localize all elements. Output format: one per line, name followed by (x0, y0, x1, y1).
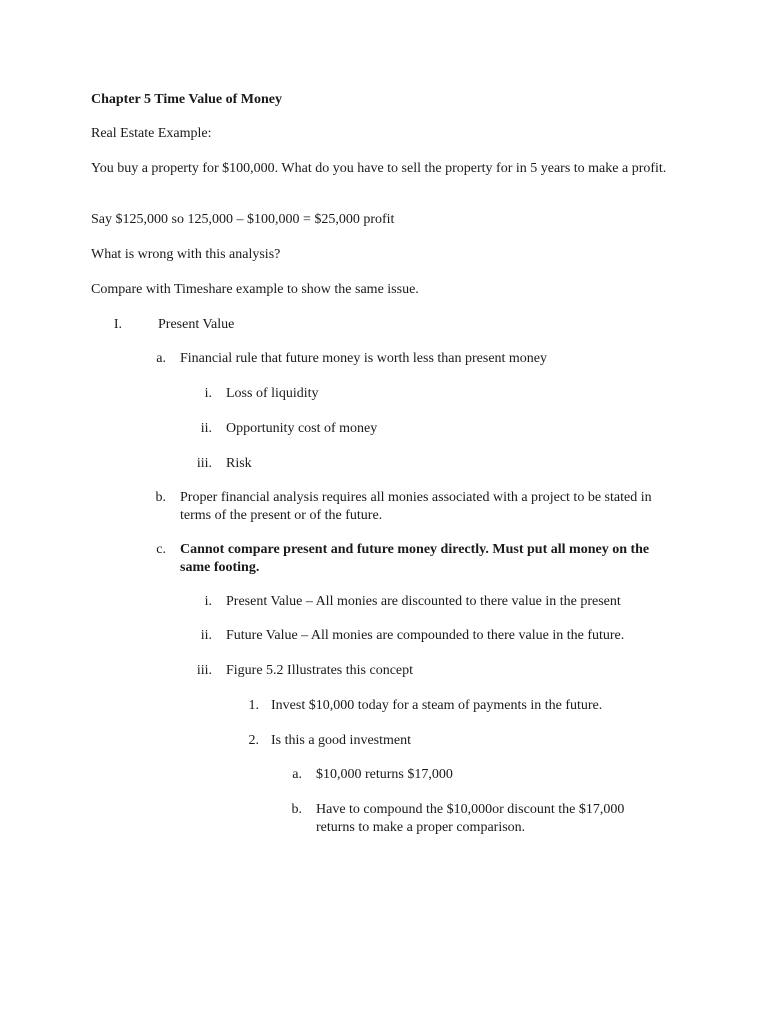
list-item-2: Is this a good investment (271, 733, 411, 748)
list-item-a-iii: Risk (226, 456, 252, 471)
list-item-c: Cannot compare present and future money directly. Must put all money on the same footing. (180, 542, 650, 575)
list-item-a: Financial rule that future money is worth less than present money (180, 351, 548, 366)
intro-paragraph-1: You buy a property for $100,000. What do you have to sell the property for in 5 years to make a profit. (91, 161, 667, 176)
list-marker-nested-a: a. (292, 767, 302, 782)
list-marker-c-iii: iii. (196, 663, 212, 678)
list-item-nested-a: $10,000 returns $17,000 (316, 767, 453, 782)
section-marker: I. (113, 317, 122, 332)
list-marker-a: a. (156, 351, 166, 366)
list-marker-c: c. (156, 542, 166, 557)
list-item-c-ii: Future Value – All monies are compounded to there value in the future. (226, 628, 625, 643)
list-marker-a-i: i. (204, 386, 212, 401)
intro-heading: Real Estate Example: (91, 126, 212, 141)
list-item-nested-b: Have to compound the $10,000or discount the $17,000 returns to make a proper comparison. (316, 802, 625, 835)
intro-paragraph-3: What is wrong with this analysis? (91, 247, 281, 262)
list-item-a-ii: Opportunity cost of money (226, 421, 378, 436)
list-marker-a-ii: ii. (200, 421, 212, 436)
list-marker-1: 1. (248, 698, 259, 713)
list-item-b: Proper financial analysis requires all monies associated with a project to be stated in terms of the present or of the future. (180, 490, 652, 523)
list-marker-c-i: i. (204, 594, 212, 609)
list-item-1: Invest $10,000 today for a steam of payments in the future. (271, 698, 603, 713)
list-marker-c-ii: ii. (200, 628, 212, 643)
page-title: Chapter 5 Time Value of Money (91, 92, 282, 107)
list-item-c-i: Present Value – All monies are discounted to there value in the present (226, 594, 621, 609)
list-item-a-i: Loss of liquidity (226, 386, 319, 401)
intro-paragraph-4: Compare with Timeshare example to show the same issue. (91, 282, 419, 297)
list-marker-b: b. (155, 490, 166, 505)
intro-paragraph-2: Say $125,000 so 125,000 – $100,000 = $25,000 profit (91, 212, 395, 227)
list-marker-nested-b: b. (291, 802, 302, 817)
list-marker-a-iii: iii. (196, 456, 212, 471)
list-marker-2: 2. (248, 733, 259, 748)
section-title: Present Value (158, 317, 235, 332)
list-item-c-iii: Figure 5.2 Illustrates this concept (226, 663, 414, 678)
